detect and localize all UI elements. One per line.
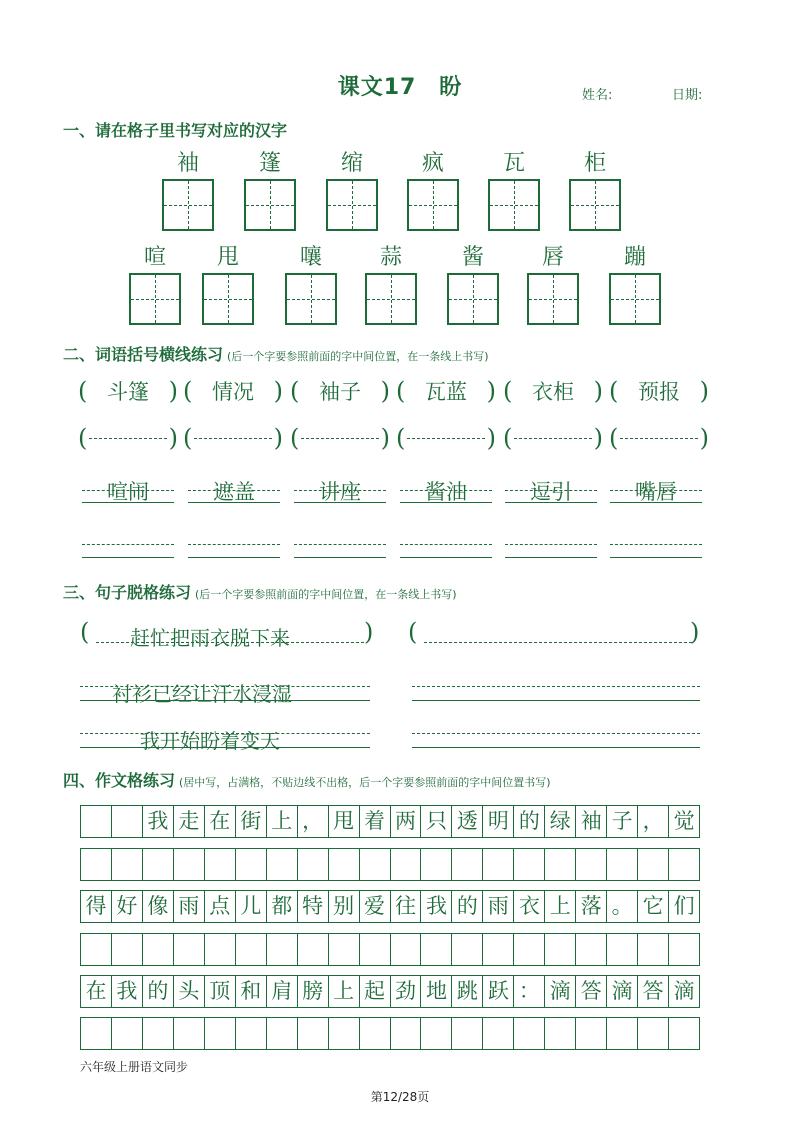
grid-cell[interactable] [421, 934, 452, 965]
writing-cell[interactable] [488, 179, 540, 231]
line-word: 酱油 [425, 480, 467, 504]
grid-cell[interactable]: ， [298, 806, 329, 837]
left-paren: ( [183, 377, 193, 405]
sentence-text: 赶忙把雨衣脱下来 [130, 626, 290, 650]
grid-row [80, 933, 700, 966]
grid-cell[interactable] [483, 1018, 514, 1049]
left-paren: ( [609, 377, 619, 405]
writing-cell[interactable] [407, 179, 459, 231]
writing-cell[interactable] [202, 273, 254, 325]
grid-cell[interactable]: 点 [205, 891, 236, 922]
empty-bracket[interactable]: ( ) [609, 424, 709, 452]
sentence-text: 衬衫已经让汗水浸湿 [112, 682, 292, 706]
grid-cell[interactable] [421, 1018, 452, 1049]
page-title: 课文17 盼 [337, 75, 463, 100]
grid-cell[interactable]: 的 [514, 806, 545, 837]
guide-dash [80, 686, 370, 687]
guide-line [80, 747, 370, 748]
grid-cell[interactable] [669, 849, 699, 880]
left-paren: ( [80, 618, 90, 646]
grid-cell[interactable]: 觉 [673, 809, 695, 833]
grid-cell[interactable] [607, 1018, 638, 1049]
guide-line [505, 502, 597, 503]
section3-note: (后一个字要参照前面的字中间位置，在一条线上书写) [195, 588, 457, 601]
grid-cell[interactable] [236, 1018, 267, 1049]
grid-cell[interactable] [267, 849, 298, 880]
grid-cell[interactable] [576, 1018, 607, 1049]
left-paren: ( [503, 377, 513, 405]
section3-title-text: 三、句子脱格练习 [63, 583, 192, 602]
left-paren: ( [290, 377, 300, 405]
grid-cell[interactable]: 上 [329, 976, 360, 1007]
empty-bracket[interactable]: ( ) [78, 424, 178, 452]
grid-cell[interactable]: 别 [329, 891, 360, 922]
grid-cell[interactable]: 明 [483, 806, 514, 837]
writing-cell[interactable] [129, 273, 181, 325]
practice-line[interactable] [188, 557, 280, 558]
guide-line [294, 502, 386, 503]
guide-dash [82, 490, 174, 491]
grid-cell[interactable] [576, 849, 607, 880]
target-char: 缩 [340, 151, 363, 176]
practice-dash[interactable] [82, 544, 174, 545]
writing-cell[interactable] [244, 179, 296, 231]
bracket-word-text: 情况 [212, 380, 254, 404]
target-char: 甩 [216, 245, 239, 270]
guide-line [80, 700, 370, 701]
section4-note: (居中写，占满格，不贴边线不出格，后一个字要参照前面的字中间位置书写) [179, 776, 551, 789]
grid-cell[interactable]: 头 [174, 976, 205, 1007]
grid-cell[interactable]: 顶 [205, 976, 236, 1007]
grid-cell[interactable] [298, 849, 329, 880]
grid-cell[interactable] [421, 849, 452, 880]
grid-cell[interactable] [205, 849, 236, 880]
grid-cell[interactable]: 绿 [545, 806, 576, 837]
practice-line[interactable] [412, 747, 700, 748]
writing-cell[interactable] [162, 179, 214, 231]
grid-cell[interactable] [638, 849, 669, 880]
writing-cell[interactable] [609, 273, 661, 325]
line-word: 逗引 [530, 480, 572, 504]
line-word: 喧闹 [107, 480, 149, 504]
grid-cell[interactable]: 上 [267, 806, 298, 837]
target-char: 蹦 [623, 245, 646, 270]
book-name: 六年级上册语文同步 [80, 1060, 189, 1074]
practice-line[interactable] [610, 557, 702, 558]
target-char: 唇 [541, 245, 564, 270]
grid-cell[interactable] [607, 934, 638, 965]
grid-cell[interactable] [174, 1018, 205, 1049]
grid-cell[interactable]: ， [638, 806, 669, 837]
grid-cell[interactable]: 儿 [236, 891, 267, 922]
practice-dash[interactable] [400, 544, 492, 545]
writing-cell[interactable] [569, 179, 621, 231]
grid-cell[interactable] [360, 934, 391, 965]
grid-cell[interactable] [143, 934, 174, 965]
grid-cell[interactable] [483, 849, 514, 880]
grid-cell[interactable] [360, 849, 391, 880]
practice-line[interactable] [412, 700, 700, 701]
bracket-word [290, 376, 390, 406]
grid-row [80, 975, 700, 1008]
grid-cell[interactable] [143, 849, 174, 880]
grid-cell[interactable] [329, 1018, 360, 1049]
grid-cell[interactable] [638, 934, 669, 965]
grid-cell[interactable] [638, 1018, 669, 1049]
bracket-word-text: 袖子 [319, 380, 361, 404]
right-paren: ) [168, 377, 178, 405]
grid-cell[interactable] [236, 934, 267, 965]
practice-dash[interactable] [188, 544, 280, 545]
grid-cell[interactable] [514, 934, 545, 965]
guide-dash [400, 490, 492, 491]
grid-cell[interactable]: 的 [452, 891, 483, 922]
grid-cell[interactable]: 地 [421, 976, 452, 1007]
grid-cell[interactable] [112, 1018, 143, 1049]
grid-cell[interactable]: 得 [81, 891, 112, 922]
line-word: 讲座 [319, 480, 361, 504]
target-char: 袖 [176, 151, 199, 176]
grid-cell[interactable] [112, 806, 143, 837]
grid-cell[interactable]: 劲 [391, 976, 422, 1007]
target-char: 蒜 [379, 245, 402, 270]
grid-cell[interactable]: 雨 [174, 891, 205, 922]
right-paren: ) [486, 377, 496, 405]
right-paren: ) [593, 377, 603, 405]
writing-cell[interactable] [447, 273, 499, 325]
target-char: 柜 [583, 151, 606, 176]
empty-bracket[interactable]: ( ) [290, 424, 390, 452]
left-paren: ( [78, 377, 88, 405]
grid-cell[interactable] [452, 849, 483, 880]
grid-cell[interactable] [112, 849, 143, 880]
grid-cell[interactable] [81, 806, 112, 837]
section3-title [63, 580, 457, 603]
target-char: 酱 [461, 245, 484, 270]
grid-cell[interactable] [174, 934, 205, 965]
page-number: 第12/28页 [370, 1090, 430, 1104]
right-paren: ) [690, 618, 700, 646]
grid-cell[interactable] [514, 849, 545, 880]
guide-dash [294, 490, 386, 491]
empty-bracket[interactable]: ( ) [183, 424, 283, 452]
grid-cell[interactable] [81, 849, 112, 880]
guide-dash [80, 733, 370, 734]
grid-cell[interactable] [545, 934, 576, 965]
target-char: 嚷 [299, 245, 322, 270]
guide-line [82, 502, 174, 503]
grid-cell[interactable] [545, 1018, 576, 1049]
grid-row [80, 805, 700, 838]
line-word: 嘴唇 [635, 480, 677, 504]
grid-cell[interactable]: 甩 [329, 806, 360, 837]
guide-line [610, 502, 702, 503]
grid-cell[interactable] [174, 849, 205, 880]
grid-cell[interactable]: 都 [267, 891, 298, 922]
bracket-word-text: 预报 [638, 380, 680, 404]
bracket-word [78, 376, 178, 406]
target-char: 瓦 [502, 151, 525, 176]
guide-dash [188, 490, 280, 491]
section2-title-text: 二、词语括号横线练习 [63, 345, 224, 364]
practice-dash[interactable] [412, 686, 700, 687]
grid-cell[interactable]: 滴 [607, 976, 638, 1007]
grid-cell[interactable]: 上 [545, 891, 576, 922]
grid-cell[interactable] [205, 934, 236, 965]
target-char: 喧 [143, 245, 166, 270]
guide-line [400, 502, 492, 503]
grid-cell[interactable]: 和 [236, 976, 267, 1007]
target-char: 疯 [421, 151, 444, 176]
right-paren: ) [380, 377, 390, 405]
guide-dash [505, 490, 597, 491]
grid-cell[interactable]: 只 [421, 806, 452, 837]
grid-cell[interactable]: 街 [236, 806, 267, 837]
grid-cell[interactable]: 像 [143, 891, 174, 922]
grid-cell[interactable]: 袖 [576, 806, 607, 837]
grid-cell[interactable]: 雨 [483, 891, 514, 922]
grid-cell[interactable] [391, 1018, 422, 1049]
empty-bracket[interactable]: ( ) [396, 424, 496, 452]
sentence-text: 我开始盼着变天 [140, 729, 280, 753]
grid-row [80, 848, 700, 881]
grid-cell[interactable]: 走 [174, 806, 205, 837]
grid-cell[interactable]: 滴 [545, 976, 576, 1007]
right-paren: ) [699, 377, 709, 405]
section2-title [63, 342, 489, 365]
grid-cell[interactable]: 往 [391, 891, 422, 922]
section2-note: (后一个字要参照前面的字中间位置，在一条线上书写) [227, 350, 489, 363]
bracket-word [183, 376, 283, 406]
grid-cell[interactable] [669, 1018, 699, 1049]
writing-cell[interactable] [365, 273, 417, 325]
grid-cell[interactable] [205, 1018, 236, 1049]
grid-cell[interactable] [483, 934, 514, 965]
grid-cell[interactable]: 子 [607, 806, 638, 837]
grid-cell[interactable]: 跃 [483, 976, 514, 1007]
section4-title-text: 四、作文格练习 [63, 771, 176, 790]
right-paren: ) [364, 618, 374, 646]
grid-cell[interactable] [81, 1018, 112, 1049]
target-char: 篷 [258, 151, 281, 176]
practice-dash[interactable] [610, 544, 702, 545]
grid-cell[interactable] [452, 1018, 483, 1049]
grid-cell[interactable]: 落 [576, 891, 607, 922]
empty-bracket[interactable]: ( ) [503, 424, 603, 452]
grid-cell[interactable] [607, 849, 638, 880]
practice-line[interactable] [400, 557, 492, 558]
grid-cell[interactable]: 的 [143, 976, 174, 1007]
practice-line[interactable] [82, 557, 174, 558]
grid-cell[interactable] [360, 1018, 391, 1049]
line-word: 遮盖 [213, 480, 255, 504]
bracket-word-text: 衣柜 [532, 380, 574, 404]
left-paren: ( [408, 618, 418, 646]
grid-cell[interactable] [267, 1018, 298, 1049]
grid-cell[interactable] [669, 934, 699, 965]
grid-cell[interactable]: 好 [112, 891, 143, 922]
guide-line [188, 502, 280, 503]
practice-dash[interactable] [424, 642, 692, 643]
grid-cell[interactable]: 。 [607, 891, 638, 922]
section4-title [63, 768, 551, 791]
grid-cell[interactable]: 两 [391, 806, 422, 837]
grid-cell[interactable]: 它 [638, 891, 669, 922]
grid-cell[interactable]: 在 [81, 976, 112, 1007]
practice-dash[interactable] [412, 733, 700, 734]
grid-cell[interactable] [391, 849, 422, 880]
right-paren: ) [273, 377, 283, 405]
grid-cell[interactable] [452, 934, 483, 965]
practice-dash[interactable] [505, 544, 597, 545]
bracket-word [503, 376, 603, 406]
bracket-word-text: 斗篷 [107, 380, 149, 404]
grid-cell[interactable]: 爱 [360, 891, 391, 922]
grid-cell[interactable] [514, 1018, 545, 1049]
grid-cell[interactable] [236, 849, 267, 880]
grid-cell[interactable] [576, 934, 607, 965]
grid-cell[interactable]: 跳 [452, 976, 483, 1007]
grid-cell[interactable] [298, 934, 329, 965]
bracket-word-text: 瓦蓝 [425, 380, 467, 404]
grid-row [80, 1017, 700, 1050]
grid-cell[interactable]: 滴 [673, 979, 695, 1003]
grid-cell[interactable]: 特 [298, 891, 329, 922]
grid-cell[interactable] [391, 934, 422, 965]
grid-cell[interactable]: 我 [112, 976, 143, 1007]
sentence-guide [96, 642, 364, 643]
grid-cell[interactable] [545, 849, 576, 880]
grid-cell[interactable]: 肩 [267, 976, 298, 1007]
grid-cell[interactable]: 起 [360, 976, 391, 1007]
grid-cell[interactable] [329, 934, 360, 965]
grid-cell[interactable]: ： [514, 976, 545, 1007]
guide-dash [610, 490, 702, 491]
grid-cell[interactable]: 膀 [298, 976, 329, 1007]
grid-cell[interactable] [143, 1018, 174, 1049]
grid-cell[interactable] [112, 934, 143, 965]
writing-cell[interactable] [285, 273, 337, 325]
grid-cell[interactable] [298, 1018, 329, 1049]
grid-cell[interactable]: 我 [421, 891, 452, 922]
grid-cell[interactable]: 答 [638, 976, 669, 1007]
practice-line[interactable] [294, 557, 386, 558]
grid-cell[interactable]: 们 [673, 894, 695, 918]
practice-dash[interactable] [294, 544, 386, 545]
grid-cell[interactable]: 答 [576, 976, 607, 1007]
section1-title: 一、请在格子里书写对应的汉字 [63, 121, 288, 140]
left-paren: ( [396, 377, 406, 405]
grid-cell[interactable]: 我 [143, 806, 174, 837]
grid-cell[interactable]: 着 [360, 806, 391, 837]
date-label: 日期: [672, 88, 703, 103]
bracket-word [609, 376, 709, 406]
grid-cell[interactable] [329, 849, 360, 880]
grid-row [80, 890, 700, 923]
grid-cell[interactable]: 在 [205, 806, 236, 837]
name-label: 姓名: [582, 88, 613, 103]
practice-line[interactable] [505, 557, 597, 558]
bracket-word [396, 376, 496, 406]
writing-cell[interactable] [326, 179, 378, 231]
grid-cell[interactable]: 衣 [514, 891, 545, 922]
grid-cell[interactable] [267, 934, 298, 965]
writing-cell[interactable] [527, 273, 579, 325]
grid-cell[interactable] [81, 934, 112, 965]
grid-cell[interactable]: 透 [452, 806, 483, 837]
